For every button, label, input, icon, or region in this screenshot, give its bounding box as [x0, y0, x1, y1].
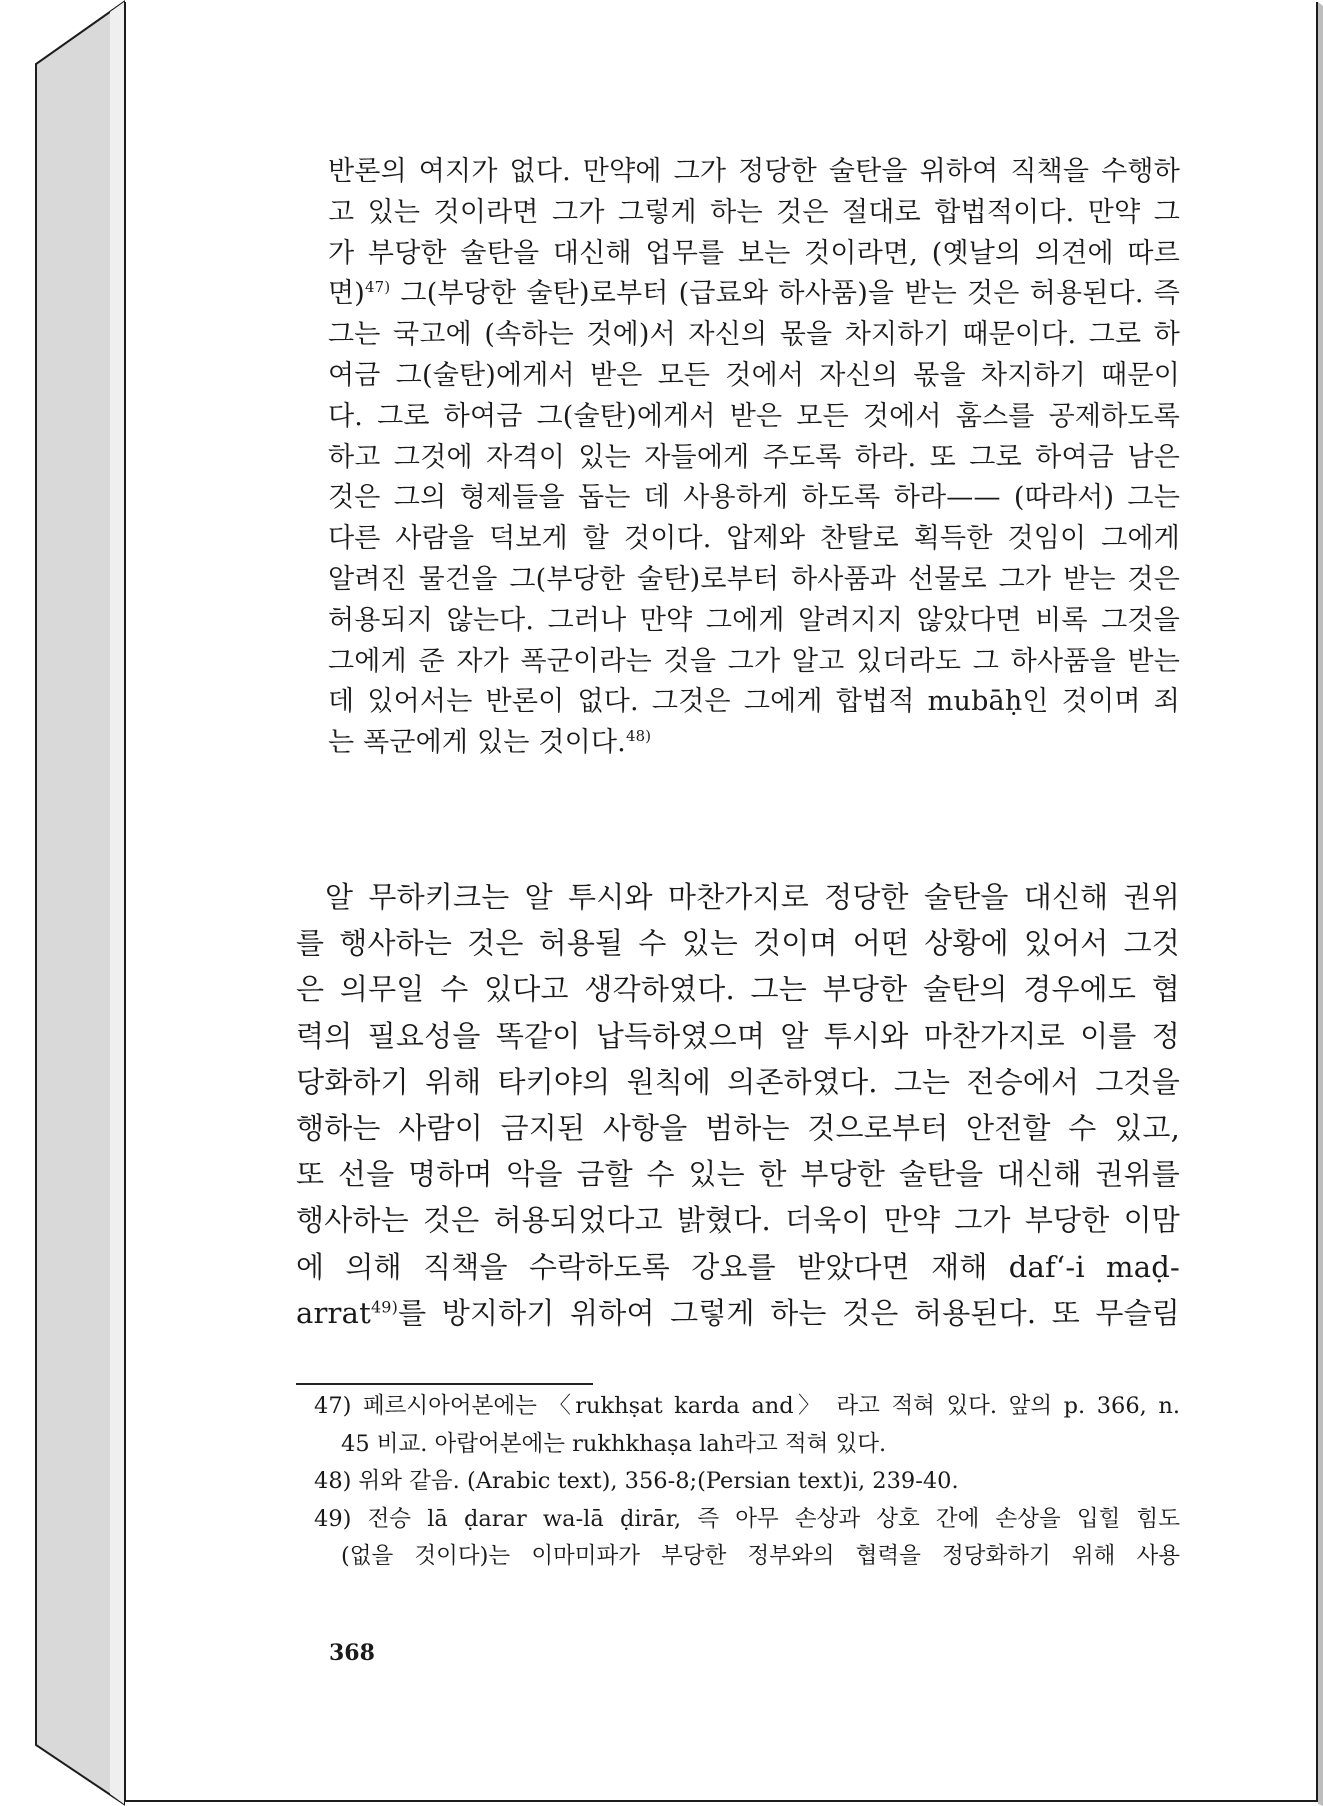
body-line: 당화하기 위해 타키야의 원칙에 의존하였다. 그는 전승에서 그것을: [296, 1064, 1180, 1099]
body-line-rest: 를 방지하기 위하여 그렇게 하는 것은 허용된다. 또 무슬림: [398, 1295, 1180, 1330]
footnotes: [314, 1388, 1180, 1576]
body-line: 은 의무일 수 있다고 생각하였다. 그는 부당한 술탄의 경우에도 협: [296, 972, 1180, 1007]
body-line-first: 알 무하키크는 알 투시와 마찬가지로 정당한 술탄을 대신해 권위: [325, 880, 1180, 914]
body-line: 또 선을 명하며 악을 금할 수 있는 한 부당한 술탄을 대신해 권위를: [296, 1157, 1180, 1192]
page-number: 368: [329, 1640, 375, 1666]
body-line: 를 행사하는 것은 허용될 수 있는 것이며 어떤 상황에 있어서 그것: [296, 926, 1180, 961]
quote-line-rest: 그(부당한 술탄)로부터 (급료와 하사품)을 받는 것은 허용된다. 즉: [390, 278, 1180, 310]
footnote-49: [314, 1501, 1180, 1576]
body-line: 에 의해 직책을 수락하도록 강요를 받았다면 재해 daf‘-i maḍ-: [296, 1249, 1180, 1284]
footnote-47-line2: 45 비교. 아랍어본에는 rukhkhaṣa lah라고 적혀 있다.: [341, 1430, 887, 1457]
quote-line: 다른 사람을 덕보게 할 것이다. 압제와 찬탈로 획득한 것임이 그에게: [328, 523, 1180, 555]
footnote-47: [314, 1388, 1180, 1463]
footnote-ref-48[interactable]: 48): [625, 727, 652, 746]
quote-line: 여금 그(술탄)에게서 받은 모든 것에서 자신의 몫을 차지하기 때문이: [328, 359, 1180, 391]
footnote-47-line1: 47) 페르시아어본에는 〈rukhṣat karda and〉 라고 적혀 있다. 앞의 p. 366, n.: [314, 1393, 1180, 1419]
body-line: 력의 필요성을 똑같이 납득하였으며 알 투시와 마찬가지로 이를 정: [296, 1018, 1180, 1053]
footnote-49-line2: (없을 것이다)는 이마미파가 부당한 정부와의 협력을 정당화하기 위해 사용: [341, 1543, 1180, 1569]
quote-line: 가 부당한 술탄을 대신해 업무를 보는 것이라면, (옛날의 의견에 따르: [328, 237, 1180, 269]
quote-line-end: 는 폭군에게 있는 것이다.: [328, 727, 626, 759]
book-right-shadow: [1318, 2, 1323, 1806]
quote-line-start: 면): [328, 278, 366, 310]
footnote-48: [314, 1463, 1180, 1501]
book-spine-highlight: [110, 2, 124, 1804]
quote-line: 고 있는 것이라면 그가 그렇게 하는 것은 절대로 합법적이다. 만약 그: [328, 196, 1180, 228]
quote-line: 그는 국고에 (속하는 것에)서 자신의 몫을 차지하기 때문이다. 그로 하: [328, 319, 1180, 351]
body-paragraph: [296, 874, 1180, 1336]
footnote-49-line1: 49) 전승 lā ḍarar wa-lā ḍirār, 즉 아무 손상과 상호 간에 손상을 입힐 힘도: [314, 1505, 1180, 1532]
body-line: [296, 1290, 1180, 1336]
quote-line-last: [328, 723, 1180, 764]
body-line-start: arrat: [296, 1295, 371, 1330]
quote-line: 데 있어서는 반론이 없다. 그것은 그에게 합법적 mubāḥ인 것이며 죄: [328, 686, 1180, 718]
footnote-divider: [296, 1383, 593, 1385]
quote-line: [328, 274, 1180, 315]
quote-line: 하고 그것에 자격이 있는 자들에게 주도록 하라. 또 그로 하여금 남은: [328, 441, 1180, 473]
quote-line: 반론의 여지가 없다. 만약에 그가 정당한 술탄을 위하여 직책을 수행하: [328, 156, 1180, 187]
body-line: 행하는 사람이 금지된 사항을 범하는 것으로부터 안전할 수 있고,: [296, 1111, 1180, 1146]
quote-line: 허용되지 않는다. 그러나 만약 그에게 알려지지 않았다면 비록 그것을: [328, 604, 1180, 636]
quote-line: 다. 그로 하여금 그(술탄)에게서 받은 모든 것에서 훔스를 공제하도록: [328, 400, 1180, 432]
footnote-ref-47[interactable]: 47): [365, 278, 391, 297]
block-quote: [328, 152, 1180, 764]
quote-line: 그에게 준 자가 폭군이라는 것을 그가 알고 있더라도 그 하사품을 받는: [328, 645, 1180, 677]
footnote-ref-49[interactable]: 49): [370, 1297, 399, 1317]
quote-line: 것은 그의 형제들을 돕는 데 사용하게 하도록 하라—— (따라서) 그는: [328, 482, 1180, 514]
body-line: 행사하는 것은 허용되었다고 밝혔다. 더욱이 만약 그가 부당한 이맘: [296, 1203, 1180, 1238]
quote-line: 알려진 물건을 그(부당한 술탄)로부터 하사품과 선물로 그가 받는 것은: [328, 563, 1180, 595]
footnote-48-line1: 48) 위와 같음. (Arabic text), 356-8;(Persian text)i, 239-40.: [314, 1468, 959, 1494]
